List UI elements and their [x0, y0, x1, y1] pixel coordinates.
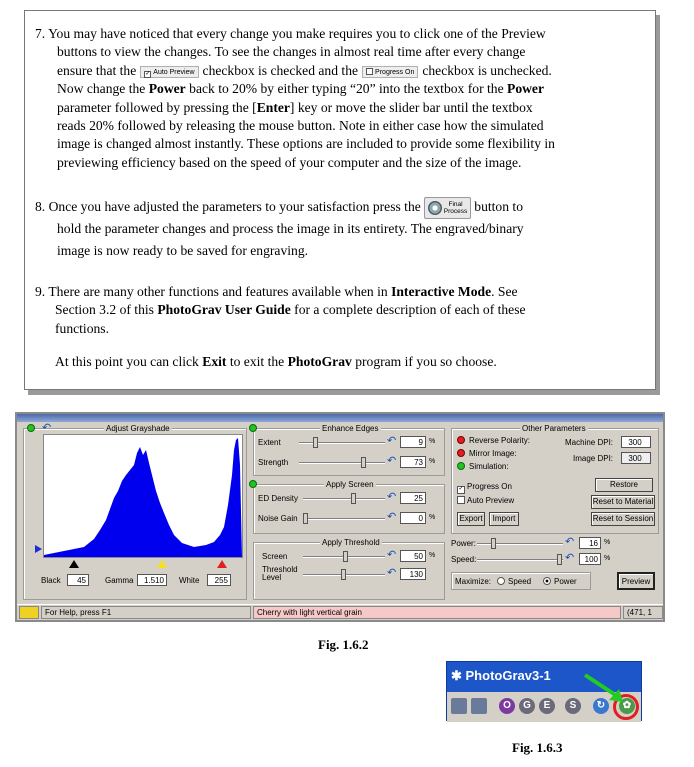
undo-arrow-icon[interactable]: ↶ — [387, 491, 397, 503]
g-icon[interactable]: G — [519, 698, 535, 714]
power-field[interactable]: 16 — [579, 537, 601, 549]
radio-selected-icon — [543, 577, 551, 585]
percent-unit: % — [429, 438, 436, 445]
slider-thumb[interactable] — [343, 551, 348, 562]
step7-line: parameter followed by pressing the [Enter] key or move the slider bar until the textbox — [57, 99, 533, 115]
ed-density-slider[interactable] — [303, 498, 385, 500]
white-label: White — [179, 576, 200, 585]
figure-caption-163: Fig. 1.6.3 — [512, 740, 563, 755]
other-title: Other Parameters — [522, 424, 586, 433]
undo-arrow-icon[interactable]: ↶ — [387, 455, 397, 467]
photograv-panel — [15, 412, 665, 622]
histogram-graph — [44, 435, 242, 557]
strength-field[interactable]: 73 — [400, 456, 426, 468]
exit-line: At this point you can click Exit to exit the PhotoGrav program if you so choose. — [55, 354, 497, 369]
slider-thumb[interactable] — [341, 569, 346, 580]
screen-led[interactable] — [249, 480, 257, 488]
pointer-arrow-icon — [583, 672, 633, 708]
status-coords: (471, 1 — [623, 606, 663, 619]
threshold-screen-field[interactable]: 50 — [400, 550, 426, 562]
threshold-screen-label: Screen — [262, 552, 288, 561]
step7-line: ensure that the ✓ Auto Preview checkbox is checked and the Progress On checkbox is unchecked. — [57, 62, 552, 78]
slider-thumb[interactable] — [313, 437, 318, 448]
gear-icon[interactable]: ✿ — [619, 698, 635, 714]
photograv-toolbar — [446, 661, 642, 721]
gamma-marker-icon[interactable] — [157, 560, 167, 568]
grayshade-led[interactable] — [27, 424, 35, 432]
status-bar — [17, 604, 663, 620]
gamma-field[interactable]: 1.510 — [137, 574, 167, 586]
white-point-marker-icon[interactable] — [217, 560, 227, 568]
step-8: 8. Once you have adjusted the parameters to your satisfaction press the Final Process button to hold the parameter changes and process the image in its entirety. The engraved/binary image is now ready to be saved for engraving. — [35, 196, 647, 261]
strength-slider[interactable] — [299, 462, 385, 464]
checkbox-icon — [457, 496, 465, 504]
machine-dpi-label: Machine DPI: — [565, 438, 614, 447]
s-icon[interactable]: S — [565, 698, 581, 714]
status-help: For Help, press F1 — [41, 606, 251, 619]
slider-thumb[interactable] — [361, 457, 366, 468]
noise-gain-slider[interactable] — [303, 518, 385, 520]
undo-arrow-icon[interactable]: ↶ — [387, 435, 397, 447]
speed-slider[interactable] — [477, 559, 563, 561]
threshold-level-field[interactable]: 130 — [400, 568, 426, 580]
threshold-level-label: Threshold Level — [262, 565, 298, 582]
power-slider[interactable] — [477, 543, 563, 545]
reset-to-material-button[interactable]: Reset to Material — [591, 495, 655, 509]
speed-field[interactable]: 100 — [579, 553, 601, 565]
gear-icon — [428, 201, 442, 215]
check-icon: ✓ — [458, 486, 464, 492]
figure-caption-162: Fig. 1.6.2 — [318, 637, 369, 652]
percent-unit: % — [429, 552, 436, 559]
export-button[interactable]: Export — [457, 512, 485, 526]
slider-thumb[interactable] — [351, 493, 356, 504]
speed-label: Speed: — [451, 555, 477, 564]
screen-title: Apply Screen — [326, 480, 374, 489]
undo-arrow-icon[interactable]: ↶ — [387, 549, 397, 561]
threshold-level-slider[interactable] — [303, 574, 385, 576]
percent-unit: % — [604, 555, 611, 562]
step7-line: image is changed almost instantly. These options are included to provide some flexibility in — [57, 136, 555, 152]
level-marker-icon[interactable] — [35, 545, 42, 553]
auto-preview-chip: ✓ Auto Preview — [140, 66, 198, 78]
gamma-label: Gamma — [105, 576, 134, 585]
refresh-icon[interactable]: ↻ — [593, 698, 609, 714]
check-icon: ✓ — [145, 70, 151, 77]
step-7 — [35, 25, 647, 172]
undo-arrow-icon[interactable]: ↶ — [565, 552, 575, 564]
e-icon[interactable]: E — [539, 698, 555, 714]
noise-gain-field[interactable]: 0 — [400, 512, 426, 524]
slider-thumb[interactable] — [303, 513, 308, 524]
undo-arrow-icon[interactable]: ↶ — [387, 511, 397, 523]
toolbar-title: ✱ PhotoGrav3-1 — [451, 668, 551, 683]
threshold-title: Apply Threshold — [322, 538, 380, 547]
ed-density-label: ED Density — [258, 494, 299, 503]
power-label: Power: — [451, 539, 476, 548]
step7-line: Now change the Power back to 20% by either typing “20” into the textbox for the Power — [57, 81, 545, 97]
radio-icon — [497, 577, 505, 585]
mirror-image-led[interactable] — [457, 449, 465, 457]
maximize-power-radio[interactable]: Power — [543, 577, 577, 586]
ed-density-field[interactable]: 25 — [400, 492, 426, 504]
extent-slider[interactable] — [299, 442, 385, 444]
reset-to-session-button[interactable]: Reset to Session — [591, 512, 655, 526]
simulation-led[interactable] — [457, 462, 465, 470]
histogram-area — [44, 438, 242, 557]
undo-arrow-icon[interactable]: ↶ — [565, 536, 575, 548]
preview-button[interactable]: Preview — [617, 572, 655, 590]
restore-button[interactable]: Restore — [595, 478, 653, 492]
black-field[interactable]: 45 — [67, 574, 89, 586]
percent-unit: % — [429, 458, 436, 465]
black-label: Black — [41, 576, 61, 585]
checkbox-icon — [366, 68, 373, 75]
slider-thumb[interactable] — [491, 538, 496, 549]
step7-line: previewing efficiency based on the speed of your computer and the size of the image. — [57, 154, 522, 170]
instruction-box — [24, 10, 656, 390]
progress-on-chip: Progress On — [362, 66, 418, 78]
strength-label: Strength — [258, 458, 289, 467]
step7-line: reads 20% followed by releasing the mouse button. Note in either case how the simulated — [57, 118, 544, 134]
image-dpi-field: 300 — [621, 452, 651, 464]
histogram — [43, 434, 243, 558]
step-9: 9. There are many other functions and features available when in Interactive Mode. See Section 3.2 of this PhotoGrav User Guide for a complete description of each of these functions. — [35, 284, 526, 336]
maximize-speed-radio[interactable]: Speed — [497, 577, 531, 586]
import-button[interactable]: Import — [489, 512, 519, 526]
extent-field[interactable]: 9 — [400, 436, 426, 448]
status-icons — [19, 606, 39, 619]
threshold-screen-slider[interactable] — [303, 556, 385, 558]
mirror-image-label: Mirror Image: — [469, 449, 517, 458]
machine-dpi-field[interactable]: 300 — [621, 436, 651, 448]
extent-label: Extent — [258, 438, 281, 447]
auto-preview-checkbox[interactable]: Auto Preview — [457, 496, 514, 505]
maximize-label: Maximize: — [455, 577, 492, 586]
step7-line: buttons to view the changes. To see the changes in almost real time after every change — [57, 44, 526, 60]
percent-unit: % — [604, 539, 611, 546]
slider-thumb[interactable] — [557, 554, 562, 565]
percent-unit: % — [429, 514, 436, 521]
black-point-marker-icon[interactable] — [69, 560, 79, 568]
step7-line: 7. You may have noticed that every change you make requires you to click one of the Preview — [35, 26, 546, 41]
white-field[interactable]: 255 — [207, 574, 231, 586]
o-icon[interactable]: O — [499, 698, 515, 714]
final-process-button-image: Final Process — [424, 197, 471, 219]
image-dpi-label: Image DPI: — [573, 454, 614, 463]
enhance-title: Enhance Edges — [322, 424, 379, 433]
grayshade-title: Adjust Grayshade — [106, 424, 170, 433]
undo-arrow-icon[interactable]: ↶ — [42, 422, 52, 434]
enhance-led[interactable] — [249, 424, 257, 432]
simulation-label: Simulation: — [469, 462, 509, 471]
window-icon[interactable] — [451, 698, 467, 714]
window-edge — [17, 414, 663, 422]
reverse-polarity-led[interactable] — [457, 436, 465, 444]
noise-gain-label: Noise Gain — [258, 514, 298, 523]
undo-arrow-icon[interactable]: ↶ — [387, 567, 397, 579]
panel-icon[interactable] — [471, 698, 487, 714]
status-material: Cherry with light vertical grain — [253, 606, 621, 619]
progress-on-checkbox[interactable]: ✓ Progress On — [458, 482, 512, 492]
reverse-polarity-label: Reverse Polarity: — [469, 436, 530, 445]
